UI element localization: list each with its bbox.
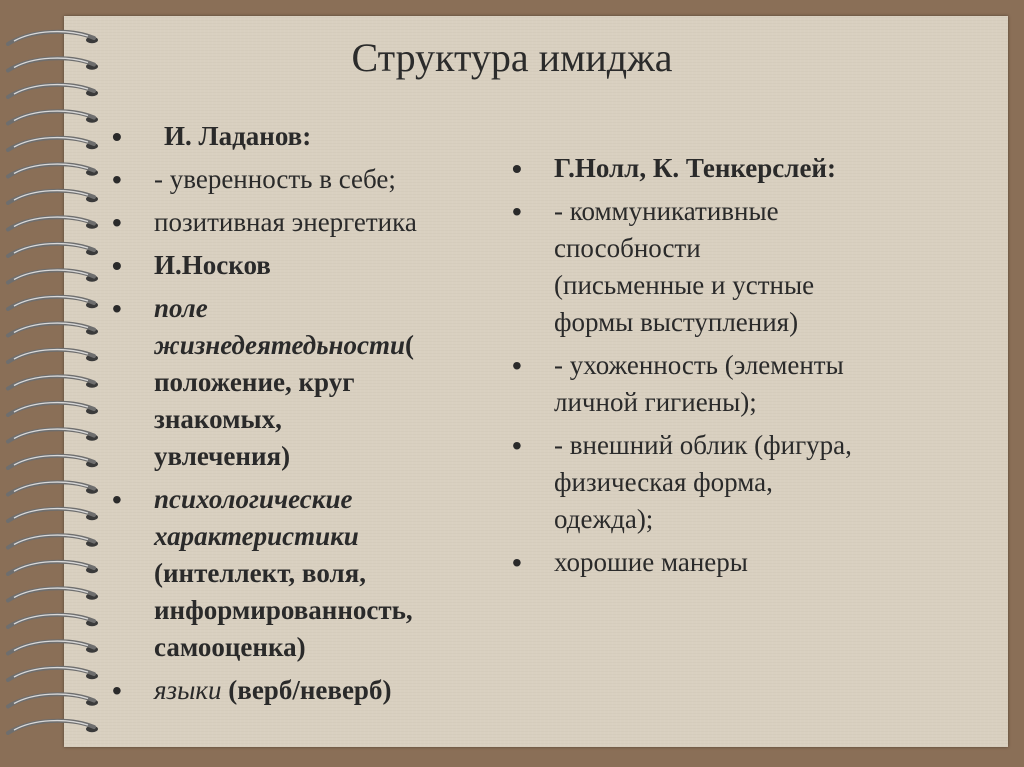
- ring-icon: [8, 668, 98, 680]
- ring-icon: [8, 85, 98, 97]
- item-text: - коммуникативные: [554, 196, 779, 226]
- list-item: [512, 544, 952, 581]
- item-text: - внешний облик (фигура,: [554, 430, 852, 460]
- item-text: положение, круг: [154, 367, 355, 397]
- list-item: [112, 204, 512, 241]
- ring-icon: [8, 270, 98, 282]
- bullet-icon: •: [112, 293, 122, 324]
- bullet-icon: •: [112, 121, 122, 152]
- bullet-icon: •: [512, 547, 522, 578]
- item-text: - ухоженность (элементы: [554, 350, 844, 380]
- item-text-emph: поле: [154, 293, 208, 323]
- list-item: [512, 150, 952, 187]
- list-item: [112, 290, 512, 475]
- ring-icon: [8, 217, 98, 229]
- ring-icon: [8, 509, 98, 521]
- bullet-icon: •: [112, 484, 122, 515]
- list-item: [112, 481, 512, 666]
- item-text: личной гигиены);: [554, 387, 757, 417]
- ring-icon: [8, 456, 98, 468]
- item-text: И.Носков: [154, 250, 271, 280]
- item-text: Г.Нолл, К. Тенкерслей:: [554, 153, 836, 183]
- ring-icon: [8, 641, 98, 653]
- ring-icon: [8, 721, 98, 733]
- item-text: способности: [554, 233, 701, 263]
- spiral-binding: [0, 0, 120, 767]
- bullet-icon: •: [512, 430, 522, 461]
- bullet-icon: •: [512, 196, 522, 227]
- item-text: одежда);: [554, 504, 654, 534]
- ring-icon: [8, 191, 98, 203]
- bullet-icon: •: [512, 350, 522, 381]
- item-text: увлечения): [154, 441, 291, 471]
- right-column: [512, 150, 952, 581]
- ring-icon: [8, 111, 98, 123]
- item-text: формы выступления): [554, 307, 799, 337]
- ring-icon: [8, 535, 98, 547]
- bullet-icon: •: [112, 207, 122, 238]
- item-text: (письменные и устные: [554, 270, 815, 300]
- item-text: (: [405, 330, 415, 360]
- ring-icon: [8, 138, 98, 150]
- bullet-icon: •: [112, 164, 122, 195]
- item-text: хорошие манеры: [554, 547, 748, 577]
- item-text: позитивная энергетика: [154, 207, 417, 237]
- ring-icon: [8, 164, 98, 176]
- item-text: (интеллект, воля,: [154, 558, 366, 588]
- left-column: [112, 118, 512, 709]
- item-text: самооценка): [154, 632, 306, 662]
- item-text: - уверенность в себе;: [154, 164, 396, 194]
- item-text: физическая форма,: [554, 467, 773, 497]
- item-text-emph: языки: [154, 675, 222, 705]
- list-item: [112, 247, 512, 284]
- item-text: информированность,: [154, 595, 413, 625]
- ring-icon: [8, 588, 98, 600]
- ring-icon: [8, 429, 98, 441]
- item-text-emph: характеристики: [154, 521, 359, 551]
- item-text-emph: психологические: [154, 484, 353, 514]
- ring-icon: [8, 297, 98, 309]
- list-item: [112, 161, 512, 198]
- list-item: [112, 118, 512, 155]
- ring-icon: [8, 350, 98, 362]
- ring-icon: [8, 562, 98, 574]
- ring-icon: [8, 482, 98, 494]
- slide-title: Структура имиджа: [351, 35, 673, 80]
- ring-icon: [8, 376, 98, 388]
- ring-icon: [8, 244, 98, 256]
- item-text: (верб/неверб): [221, 675, 392, 705]
- item-text-emph: жизнедеятедьности: [154, 330, 406, 360]
- ring-icon: [8, 694, 98, 706]
- list-item: [512, 193, 952, 341]
- bullet-icon: •: [112, 250, 122, 281]
- ring-icon: [8, 403, 98, 415]
- list-item: [512, 427, 952, 538]
- ring-icon: [8, 615, 98, 627]
- item-text: И. Ладанов:: [164, 121, 312, 151]
- ring-icon: [8, 323, 98, 335]
- item-text: знакомых,: [154, 404, 282, 434]
- list-item: [112, 672, 512, 709]
- bullet-icon: •: [512, 153, 522, 184]
- list-item: [512, 347, 952, 421]
- bullet-icon: •: [112, 675, 122, 706]
